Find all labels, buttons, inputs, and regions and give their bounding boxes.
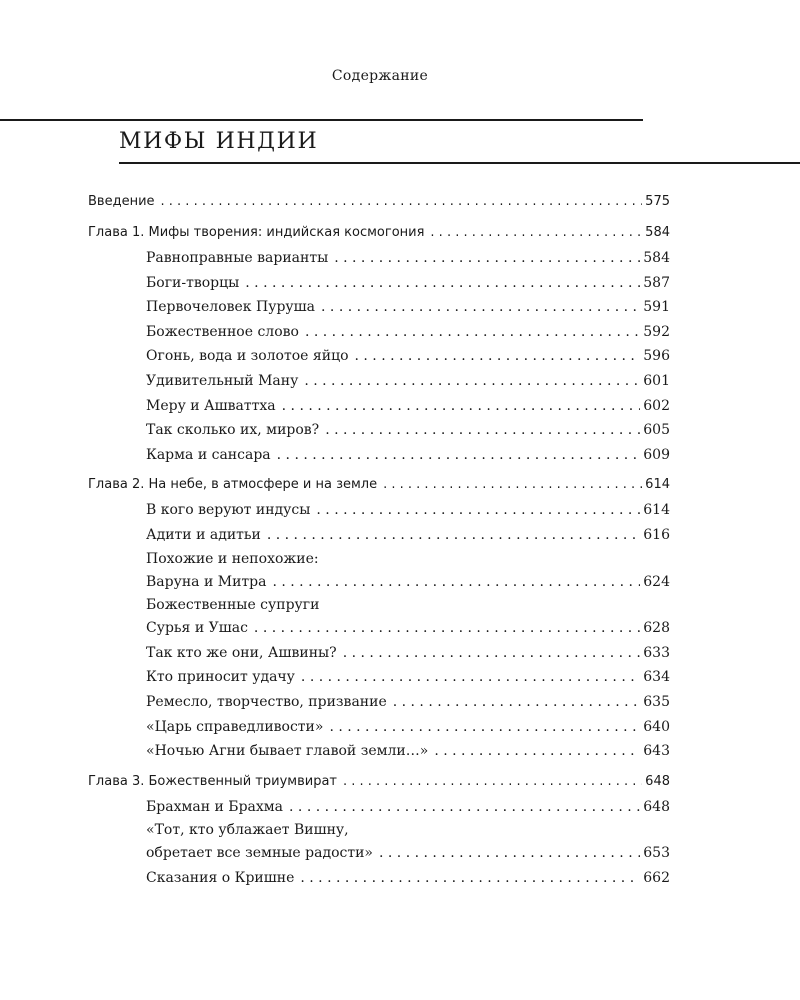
toc-page-number: 575 xyxy=(645,194,670,209)
dot-leader xyxy=(383,471,642,498)
toc-subentry xyxy=(146,394,670,419)
toc-entry-title: Меру и Ашваттха xyxy=(146,397,276,414)
toc-page-number: 587 xyxy=(643,274,670,291)
toc-entry-title: Ремесло, творчество, призвание xyxy=(146,693,387,710)
dot-leader xyxy=(282,394,641,419)
toc-entry-title: Варуна и Митра xyxy=(146,573,267,590)
toc-entry-title: Так кто же они, Ашвины? xyxy=(146,644,337,661)
toc-page-number: 616 xyxy=(643,526,670,543)
dot-leader xyxy=(393,690,641,715)
dot-leader xyxy=(343,768,642,795)
dot-leader xyxy=(277,443,641,468)
dot-leader xyxy=(161,188,643,215)
toc-entry-title: Сказания о Кришне xyxy=(146,869,295,886)
dot-leader xyxy=(329,715,640,740)
toc-page-number: 648 xyxy=(643,798,670,815)
section-title: МИФЫ ИНДИИ xyxy=(119,129,319,154)
table-of-contents xyxy=(0,188,800,890)
toc-subentry xyxy=(146,320,670,345)
toc-page-number: 584 xyxy=(643,250,670,266)
toc-page-number: 584 xyxy=(645,225,670,240)
toc-subentry xyxy=(146,418,670,443)
toc-subentry xyxy=(146,795,670,820)
dot-leader xyxy=(267,523,640,548)
toc-entry-title: Боги-творцы xyxy=(146,274,240,291)
toc-page-number: 628 xyxy=(643,620,670,637)
dot-leader xyxy=(355,344,641,369)
toc-page-number: 624 xyxy=(643,573,670,590)
toc-subentry xyxy=(146,665,670,690)
toc-entry-title-first-line: Божественные супруги xyxy=(146,597,320,614)
toc-entry-title: Первочеловек Пуруша xyxy=(146,299,316,316)
toc-entry-title: Кто приносит удачу xyxy=(146,669,295,686)
toc-subentry xyxy=(146,594,670,641)
toc-entry-title: Введение xyxy=(88,194,155,209)
toc-page-number: 634 xyxy=(643,669,670,686)
toc-page-number: 602 xyxy=(643,397,670,414)
toc-page-number: 662 xyxy=(643,869,670,886)
dot-leader xyxy=(245,271,640,296)
toc-subentry xyxy=(146,295,670,320)
toc-page-number: 596 xyxy=(643,348,670,365)
title-rule xyxy=(119,162,800,164)
dot-leader xyxy=(304,369,640,394)
toc-chapter xyxy=(88,768,670,795)
toc-page-number: 591 xyxy=(643,299,670,316)
toc-entry-title: Сурья и Ушас xyxy=(146,620,248,637)
toc-subentry xyxy=(146,739,670,764)
toc-page-number: 601 xyxy=(643,372,670,389)
toc-entry-title: Равноправные варианты xyxy=(146,250,329,266)
dot-leader xyxy=(379,841,640,866)
toc-entry-title: Брахман и Брахма xyxy=(146,798,284,815)
toc-entry-title: «Царь справедливости» xyxy=(146,718,324,735)
toc-subentry xyxy=(146,443,670,468)
toc-page-number: 614 xyxy=(643,502,670,519)
dot-leader xyxy=(316,498,640,523)
toc-chapter xyxy=(88,188,670,215)
toc-entry-title: Глава 2. На небе, в атмосфере и на земле xyxy=(88,477,378,493)
toc-page-number: 609 xyxy=(643,446,670,463)
toc-page-number: 592 xyxy=(643,323,670,340)
toc-subentry xyxy=(146,548,670,595)
dot-leader xyxy=(254,616,640,641)
dot-leader xyxy=(300,866,640,891)
dot-leader xyxy=(325,418,640,443)
dot-leader xyxy=(343,641,641,666)
dot-leader xyxy=(305,320,640,345)
toc-chapter xyxy=(88,219,670,246)
toc-subentry xyxy=(146,246,670,271)
toc-entry-title: Удивительный Ману xyxy=(146,372,299,389)
toc-entry-title-first-line: «Тот, кто ублажает Вишну, xyxy=(146,822,349,839)
toc-page-number: 653 xyxy=(643,845,670,862)
toc-entry-title-first-line: Похожие и непохожие: xyxy=(146,550,319,567)
toc-subentry xyxy=(146,369,670,394)
dot-leader xyxy=(434,739,640,764)
toc-subentry xyxy=(146,819,670,866)
toc-entry-title: Карма и сансара xyxy=(146,446,271,463)
toc-subentry xyxy=(146,641,670,666)
toc-chapter xyxy=(88,471,670,498)
toc-subentry xyxy=(146,498,670,523)
toc-subentry xyxy=(146,866,670,891)
dot-leader xyxy=(334,246,640,271)
toc-entry-title: Огонь, вода и золотое яйцо xyxy=(146,348,349,365)
toc-subentry xyxy=(146,344,670,369)
toc-entry-title: обретает все земные радости» xyxy=(146,845,373,862)
toc-page-number: 635 xyxy=(643,693,670,710)
dot-leader xyxy=(430,219,642,246)
toc-entry-title: Адити и адитьи xyxy=(146,526,261,543)
toc-page-number: 605 xyxy=(643,422,670,439)
dot-leader xyxy=(289,795,640,820)
toc-page-number: 640 xyxy=(643,718,670,735)
toc-subentry xyxy=(146,271,670,296)
toc-subentry xyxy=(146,523,670,548)
toc-entry-title: В кого веруют индусы xyxy=(146,502,311,519)
toc-entry-title: Божественное слово xyxy=(146,323,299,340)
dot-leader xyxy=(272,570,640,595)
dot-leader xyxy=(321,295,640,320)
toc-entry-title: «Ночью Агни бывает главой земли…» xyxy=(146,743,429,760)
toc-subentry xyxy=(146,690,670,715)
toc-entry-title: Глава 3. Божественный триумвират xyxy=(88,773,337,789)
toc-entry-title: Так сколько их, миров? xyxy=(146,422,320,439)
toc-entry-title: Глава 1. Мифы творения: индийская космогония xyxy=(88,225,425,240)
dot-leader xyxy=(301,665,640,690)
toc-subentry xyxy=(146,715,670,740)
running-head: Содержание xyxy=(331,68,429,84)
toc-page-number: 633 xyxy=(643,644,670,661)
top-rule xyxy=(0,119,643,121)
toc-page-number: 648 xyxy=(645,773,670,789)
toc-page-number: 614 xyxy=(645,477,670,493)
toc-page-number: 643 xyxy=(643,743,670,760)
